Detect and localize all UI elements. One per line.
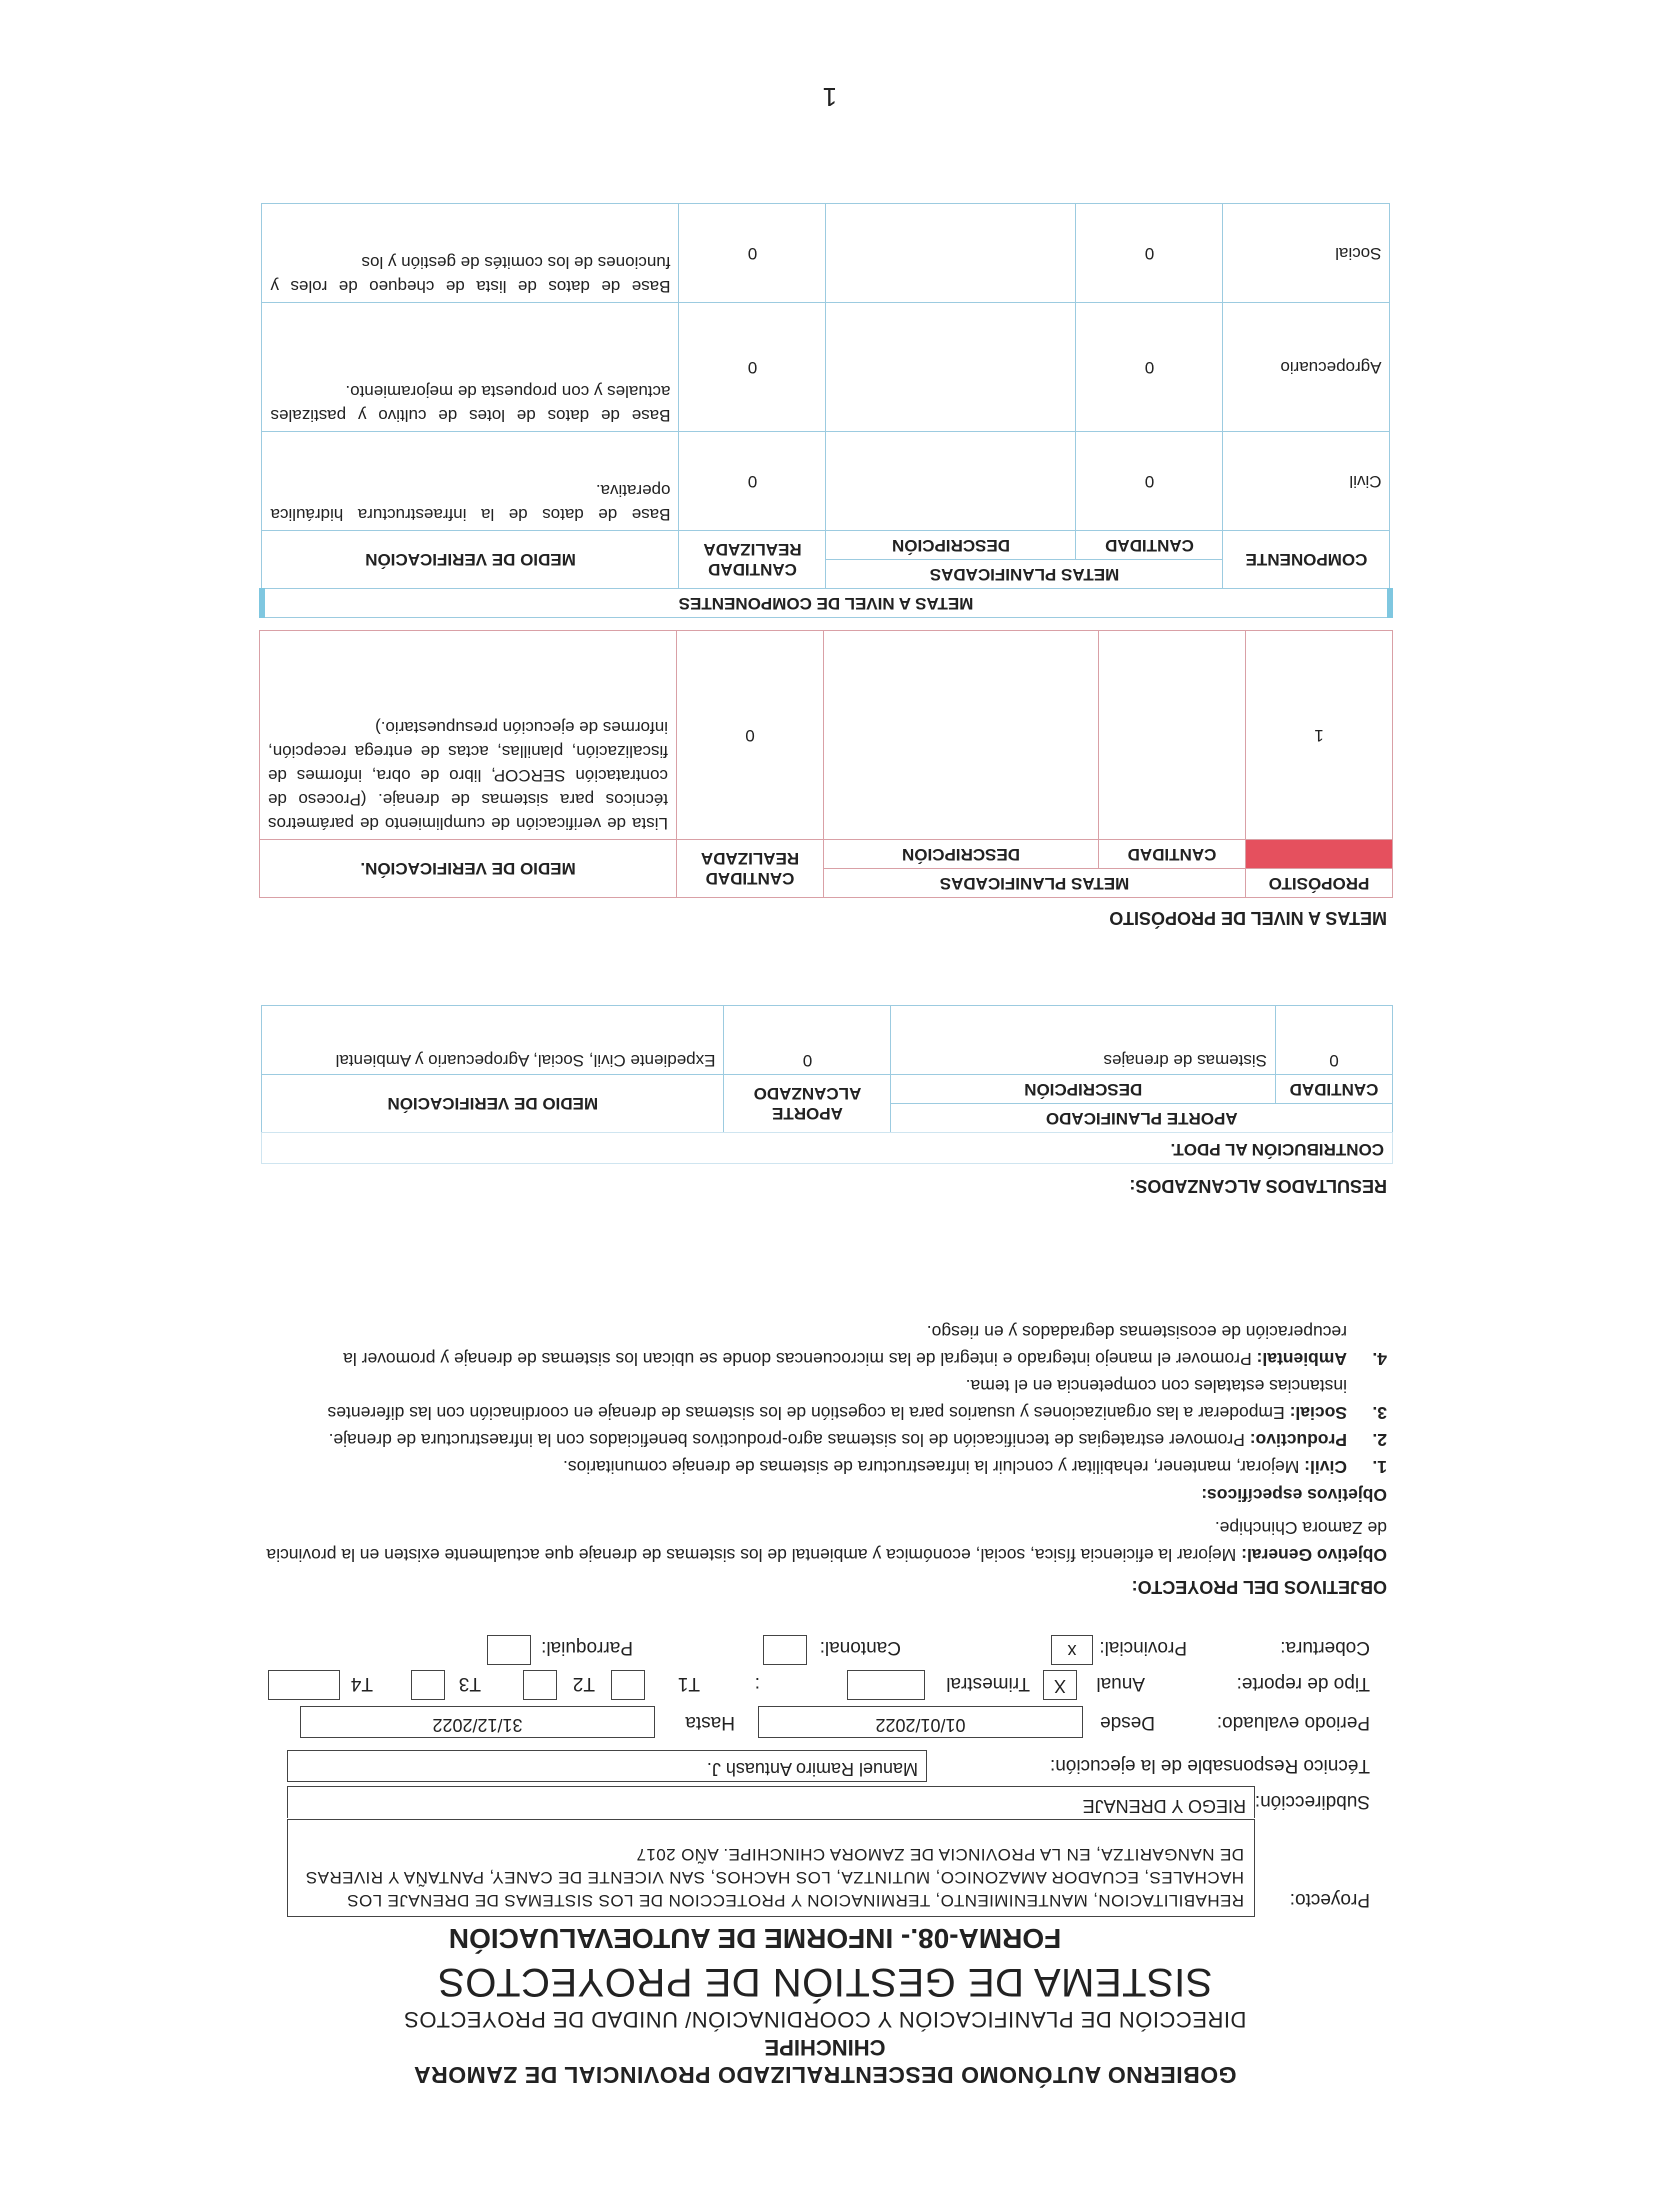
table-row (262, 432, 1390, 531)
pdot-title: CONTRIBUCIÓN AL PDOT. (1170, 1140, 1384, 1159)
tipo-label: Tipo de reporte: (1236, 1673, 1370, 1694)
cell-descripcion (826, 303, 1076, 432)
cell-medio: Lista de verificación de cumplimiento de parámetros técnicos para sistemas de drenaje. (Proceso de contratación SERCOP, libro de obra, informes de fiscalización, planillas, actas de entrega recepción, informes de ejecución presupuestario.) (260, 631, 677, 840)
col-descripcion: DESCRIPCIÓN (824, 840, 1099, 869)
cell-realizada: 0 (679, 432, 826, 531)
table-row (262, 303, 1390, 432)
t2-checkbox[interactable] (523, 1670, 557, 1700)
anual-label: Anual (1096, 1673, 1145, 1694)
page-number: 1 (822, 82, 837, 112)
t1-checkbox[interactable] (611, 1670, 645, 1700)
col-cantidad: CANTIDAD (1076, 531, 1223, 560)
cell-descripcion: Sistemas de drenajes (891, 1006, 1276, 1075)
objetivo-item: 2. Productivo: Promover estrategias de tecnificación de los sistemas agro-productivos beneficiados con la infraestructura de drenaje. (328, 1430, 1387, 1450)
cell-cantidad: 0 (1076, 204, 1223, 303)
proposito-color-bar (1246, 840, 1393, 869)
anual-checkbox[interactable]: X (1043, 1670, 1077, 1700)
col-proposito: PROPÓSITO (1246, 869, 1393, 898)
subdireccion-label: Subdirección: (1254, 1791, 1370, 1812)
col-cantidad: CANTIDAD (1099, 840, 1246, 869)
cell-cantidad: 0 (1076, 432, 1223, 531)
col-cantidad-realizada: CANTIDAD REALIZADA (677, 840, 824, 898)
cantonal-checkbox[interactable] (763, 1635, 807, 1665)
provincial-label: Provincial: (1099, 1637, 1187, 1658)
proyecto-field: REHABILITACION, MANTENIMIENTO, TERMINACION Y PROTECCION DE LOS SISTEMAS DE DRENAJE LOS HACHALES, ECUADOR AMAZONICO, MUTINTZA, LOS HACHOS, SAN VICENTE DE CANEY, PANTAÑA Y RIVERAS DE NANGARITZA, EN LA PROVINCIA DE ZAMORA CHINCHIPE. AÑO 2017 (287, 1819, 1255, 1917)
col-metas-planificadas: METAS PLANIFICADAS (826, 560, 1223, 589)
table-row (262, 204, 1390, 303)
col-aporte-planificado: APORTE PLANIFICADO (891, 1104, 1393, 1133)
t3-checkbox[interactable] (411, 1670, 445, 1700)
cell-medio: Expediente Civil, Social, Agropecuario y Ambiental (262, 1006, 724, 1075)
cantonal-label: Cantonal: (819, 1637, 901, 1658)
objetivo-general-text: Mejorar la eficiencia física, social, económica y ambiental de los sistemas de drenaje que actualmente existen en la provincia de Zamora Chinchipe. (266, 1518, 1387, 1565)
cell-medio: Base de datos de la infraestructura hidráulica operativa. (262, 432, 679, 531)
cell-cantidad (1099, 631, 1246, 840)
objetivo-item: 3. Social: Empoderar a las organizaciones y usuarios para la cogestión de los sistemas de drenaje en coordinación con las diferentes instancias estatales con competencia en el tema. (327, 1376, 1387, 1423)
t4-label: T4 (350, 1673, 373, 1694)
trimestral-colon: : (754, 1673, 760, 1694)
cell-medio: Base de datos de lotes de cultivo y pastizales actuales y con propuesta de mejoramiento. (262, 303, 679, 432)
t1-label: T1 (677, 1673, 700, 1694)
cell-medio: Base de datos de lista de chequeo de roles y funciones de los comités de gestión y los (262, 204, 679, 303)
objetivo-item: 1. Civil: Mejorar, mantener, rehabilitar y concluir la infraestructura de sistemas de drenaje comunitarios. (563, 1457, 1387, 1477)
institution-name-cont: CHINCHIPE (764, 2035, 886, 2060)
componentes-table (259, 203, 1393, 618)
subdireccion-field (287, 1786, 1255, 1818)
t2-label: T2 (572, 1673, 595, 1694)
department-name: DIRECCIÓN DE PLANIFICACIÓN Y COORDINACIÓN/ UNIDAD DE PROYECTOS (403, 2007, 1247, 2032)
desde-field (758, 1706, 1083, 1738)
objetivos-title: OBJETIVOS DEL PROYECTO: (1131, 1577, 1387, 1597)
desde-value: 01/01/2022 (875, 1715, 966, 1735)
tecnico-value: Manuel Ramiro Antuash J. (706, 1759, 918, 1779)
system-title: SISTEMA DE GESTIÓN DE PROYECTOS (437, 1960, 1213, 2004)
componentes-title: METAS A NIVEL DE COMPONENTES (262, 589, 1390, 618)
table-row (260, 631, 1393, 840)
cell-componente: Agropecuario (1223, 303, 1390, 432)
objetivo-general (259, 1514, 1387, 1568)
trimestral-field[interactable] (847, 1670, 925, 1700)
cell-descripcion (824, 631, 1099, 840)
proyecto-label: Proyecto: (1289, 1889, 1370, 1910)
objetivo-general-label: Objetivo General: (1241, 1545, 1387, 1565)
cell-realizada: 0 (679, 303, 826, 432)
col-medio-verificacion: MEDIO DE VERIFICACIÓN (262, 1075, 724, 1133)
periodo-label: Periodo evaluado: (1216, 1712, 1370, 1733)
col-descripcion: DESCRIPCIÓN (826, 531, 1076, 560)
cell-componente: Social (1223, 204, 1390, 303)
trimestral-label: Trimestral (946, 1673, 1030, 1694)
desde-label: Desde (1100, 1712, 1155, 1733)
proposito-title: METAS A NIVEL DE PROPÓSITO (1109, 908, 1387, 928)
objetivos-especificos-label: Objetivos específicos: (1201, 1485, 1387, 1505)
subdireccion-value: RIEGO Y DRENAJE (1082, 1796, 1246, 1816)
parroquial-label: Parroquial: (541, 1637, 633, 1658)
col-medio-verificacion: MEDIO DE VERIFICACIÓN (262, 531, 679, 589)
hasta-field (300, 1706, 655, 1738)
cell-cantidad: 0 (1276, 1006, 1393, 1075)
institution-name: GOBIERNO AUTÓNOMO DESCENTRALIZADO PROVINCIAL DE ZAMORA (413, 2062, 1237, 2088)
tecnico-label: Técnico Responsable de la ejecución: (1049, 1755, 1370, 1776)
col-medio-verificacion: MEDIO DE VERIFICACIÓN. (260, 840, 677, 898)
cell-descripcion (826, 432, 1076, 531)
tecnico-field (287, 1750, 927, 1782)
proposito-table (259, 630, 1393, 898)
cell-componente: Civil (1223, 432, 1390, 531)
cell-realizada: 0 (679, 204, 826, 303)
hasta-label: Hasta (685, 1712, 735, 1733)
col-cantidad-realizada: CANTIDAD REALIZADA (679, 531, 826, 589)
table-row (262, 1006, 1393, 1075)
cell-cantidad: 0 (1076, 303, 1223, 432)
cell-descripcion (826, 204, 1076, 303)
provincial-checkbox[interactable]: x (1051, 1635, 1093, 1665)
resultados-title: RESULTADOS ALCANZADOS: (1129, 1176, 1387, 1196)
t3-label: T3 (458, 1673, 481, 1694)
cell-alcanzado: 0 (724, 1006, 891, 1075)
cell-proposito: 1 (1246, 631, 1393, 840)
hasta-value: 31/12/2022 (432, 1715, 523, 1735)
objetivos-list (257, 1318, 1387, 1480)
parroquial-checkbox[interactable] (487, 1635, 531, 1665)
cobertura-label: Cobertura: (1280, 1637, 1370, 1658)
pdot-table (261, 1005, 1393, 1164)
objetivo-item: 4. Ambiental: Promover el manejo integrado e integral de las microcuencas donde se ubican los sistemas de drenaje y promover la recuperación de ecosistemas degradados y en riesgo. (343, 1322, 1387, 1369)
col-descripcion: DESCRIPCIÓN (891, 1075, 1276, 1104)
t4-checkbox[interactable] (268, 1670, 340, 1700)
col-metas-planificadas: METAS PLANIFICADAS (824, 869, 1246, 898)
col-cantidad: CANTIDAD (1276, 1075, 1393, 1104)
col-aporte-alcanzado: APORTE ALCANZADO (724, 1075, 891, 1133)
col-componente: COMPONENTE (1223, 531, 1390, 589)
form-title: FORMA-08.- INFORME DE AUTOEVALUACIÓN (448, 1923, 1062, 1954)
cell-realizada: 0 (677, 631, 824, 840)
